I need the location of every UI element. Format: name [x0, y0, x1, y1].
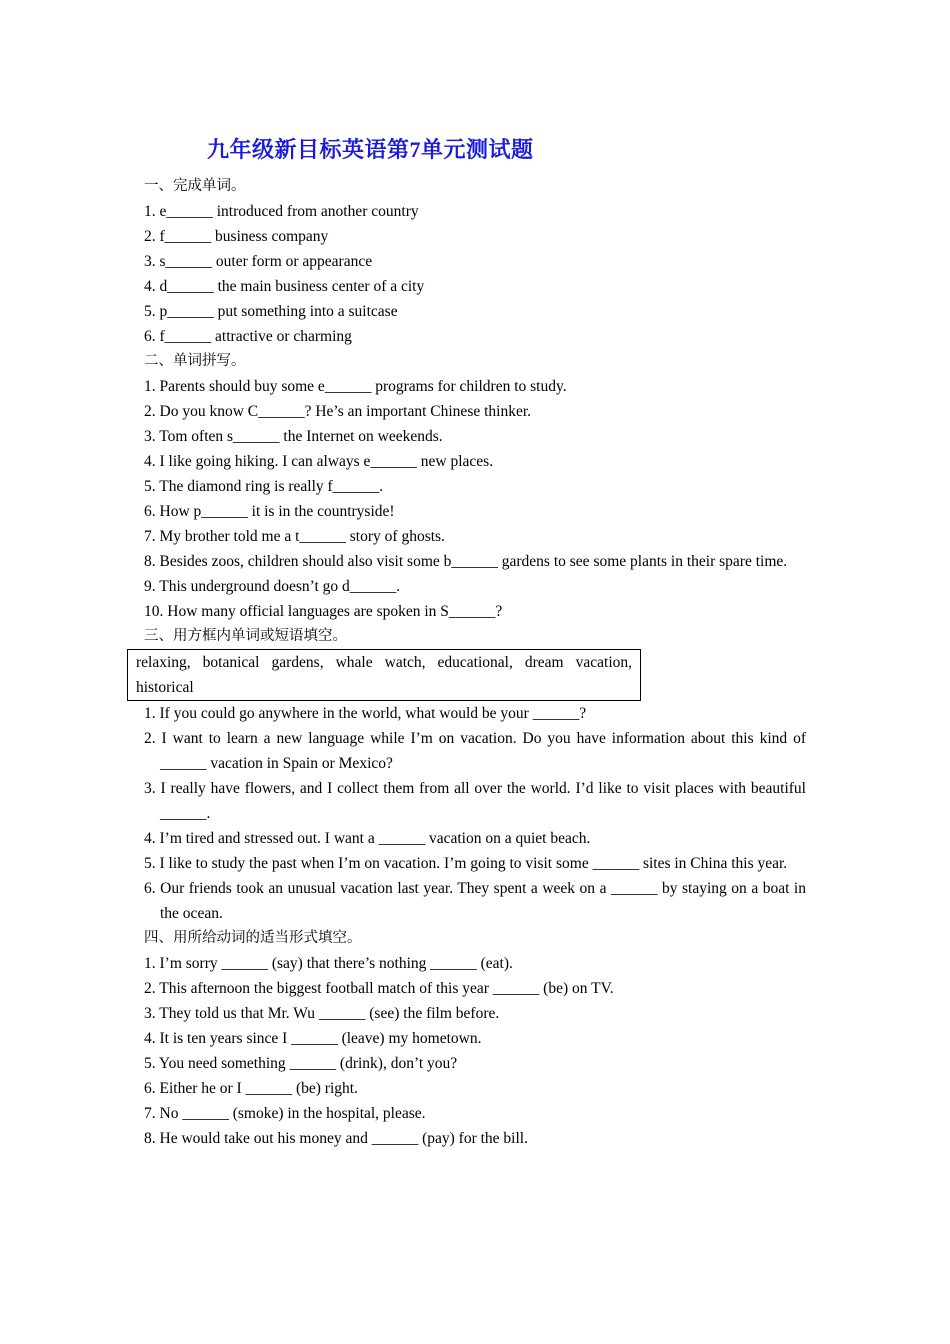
section-4-item: 3. They told us that Mr. Wu ______ (see) the film before.	[144, 1005, 500, 1022]
section-3-item: 5. I like to study the past when I’m on vacation. I’m going to visit some ______ sites in China this year.	[144, 855, 788, 872]
section-2-item: 8. Besides zoos, children should also visit some b______ gardens to see some plants in their spare time.	[144, 553, 788, 570]
section-2-item: 10. How many official languages are spoken in S______?	[144, 603, 503, 620]
section-1-heading: 一、完成单词。	[144, 178, 246, 194]
word-box: relaxing, botanical gardens, whale watch, educational, dream vacation, historical	[127, 649, 641, 701]
section-4-item: 4. It is ten years since I ______ (leave) my hometown.	[144, 1030, 482, 1047]
section-3-item: 3. I really have flowers, and I collect them from all over the world. I’d like to visit places with beautiful ______.	[144, 780, 806, 822]
document-body	[136, 174, 806, 1151]
section-2-item: 7. My brother told me a t______ story of ghosts.	[144, 528, 445, 545]
section-4-item: 2. This afternoon the biggest football match of this year ______ (be) on TV.	[144, 980, 614, 997]
section-1-item: 6. f______ attractive or charming	[144, 328, 352, 345]
section-4-item: 1. I’m sorry ______ (say) that there’s nothing ______ (eat).	[144, 955, 513, 972]
section-3-item: 1. If you could go anywhere in the world, what would be your ______?	[144, 705, 587, 722]
section-1-item: 3. s______ outer form or appearance	[144, 253, 373, 270]
section-2-item: 6. How p______ it is in the countryside!	[144, 503, 395, 520]
section-3-heading: 三、用方框内单词或短语填空。	[144, 628, 347, 644]
section-3-item: 4. I’m tired and stressed out. I want a ______ vacation on a quiet beach.	[144, 830, 591, 847]
section-4-item: 7. No ______ (smoke) in the hospital, please.	[144, 1105, 426, 1122]
section-2-heading: 二、单词拼写。	[144, 353, 246, 369]
section-4-item: 6. Either he or I ______ (be) right.	[144, 1080, 358, 1097]
section-3-item: 6. Our friends took an unusual vacation last year. They spent a week on a ______ by staying on a boat in the ocean.	[144, 880, 806, 922]
section-2-item: 9. This underground doesn’t go d______.	[144, 578, 401, 595]
section-1-item: 2. f______ business company	[144, 228, 329, 245]
section-2-item: 4. I like going hiking. I can always e______ new places.	[144, 453, 494, 470]
section-4-heading: 四、用所给动词的适当形式填空。	[144, 930, 362, 946]
section-3-item: 2. I want to learn a new language while I’m on vacation. Do you have information about this kind of ______ vacation in Spain or Mexico?	[144, 730, 806, 772]
page-title: 九年级新目标英语第7单元测试题	[207, 137, 534, 162]
section-4-item: 5. You need something ______ (drink), don’t you?	[144, 1055, 458, 1072]
section-2-item: 3. Tom often s______ the Internet on weekends.	[144, 428, 443, 445]
section-4-item: 8. He would take out his money and ______ (pay) for the bill.	[144, 1130, 528, 1147]
section-1-item: 4. d______ the main business center of a city	[144, 278, 425, 295]
section-2-item: 1. Parents should buy some e______ programs for children to study.	[144, 378, 567, 395]
section-1-item: 5. p______ put something into a suitcase	[144, 303, 398, 320]
section-2-item: 5. The diamond ring is really f______.	[144, 478, 384, 495]
section-1-item: 1. e______ introduced from another country	[144, 203, 419, 220]
section-2-item: 2. Do you know C______? He’s an important Chinese thinker.	[144, 403, 532, 420]
